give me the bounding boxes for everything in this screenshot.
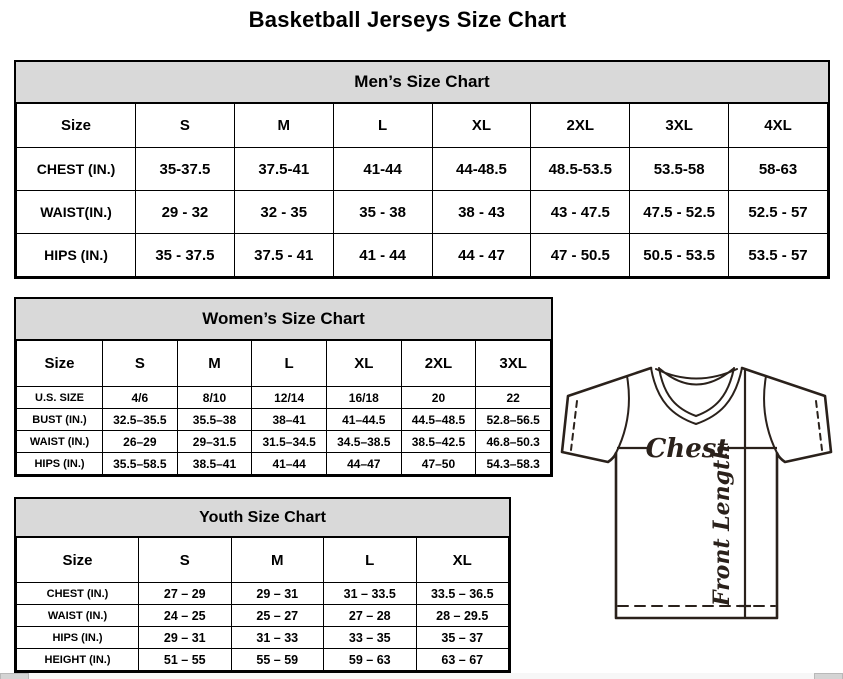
size-value-cell: 24 – 25 (139, 605, 232, 627)
size-value-cell: 52.8–56.5 (476, 409, 551, 431)
row-label: BUST (IN.) (17, 409, 103, 431)
size-value-cell: 53.5-58 (630, 148, 729, 191)
scrollbar-right-button[interactable] (814, 673, 843, 679)
size-value-cell: 52.5 - 57 (729, 191, 828, 234)
size-value-cell: 4/6 (103, 387, 178, 409)
size-value-cell: 16/18 (326, 387, 401, 409)
column-header: Size (17, 104, 136, 148)
row-label: U.S. SIZE (17, 387, 103, 409)
youth-size-table (16, 537, 509, 671)
jersey-right-armhole-seam (764, 376, 777, 453)
size-value-cell: 35.5–58.5 (103, 453, 178, 475)
size-value-cell: 41 - 44 (333, 234, 432, 277)
size-value-cell: 44.5–48.5 (401, 409, 476, 431)
table-row (17, 148, 828, 191)
size-value-cell: 29 – 31 (231, 583, 324, 605)
column-header: Size (17, 538, 139, 583)
size-value-cell: 59 – 63 (324, 649, 417, 671)
size-value-cell: 51 – 55 (139, 649, 232, 671)
column-header: 2XL (401, 341, 476, 387)
table-row (17, 409, 551, 431)
jersey-left-cuff-stitch (571, 401, 577, 450)
horizontal-scrollbar-track[interactable] (0, 673, 843, 679)
size-value-cell: 8/10 (177, 387, 252, 409)
size-value-cell: 38.5–41 (177, 453, 252, 475)
table-row (17, 453, 551, 475)
table-row (17, 583, 509, 605)
womens-size-table (16, 340, 551, 475)
womens-size-chart (14, 297, 553, 477)
column-header: M (231, 538, 324, 583)
column-header: Size (17, 341, 103, 387)
size-value-cell: 35 – 37 (416, 627, 509, 649)
row-label: HIPS (IN.) (17, 627, 139, 649)
youth-size-chart (14, 497, 511, 673)
size-value-cell: 35 - 37.5 (136, 234, 235, 277)
row-label: CHEST (IN.) (17, 148, 136, 191)
size-value-cell: 47.5 - 52.5 (630, 191, 729, 234)
jersey-collar-back-arc1 (656, 369, 737, 379)
size-value-cell: 33.5 – 36.5 (416, 583, 509, 605)
column-header: S (103, 341, 178, 387)
size-value-cell: 25 – 27 (231, 605, 324, 627)
womens-size-chart-title: Women’s Size Chart (16, 299, 551, 340)
jersey-left-armhole-seam (616, 376, 629, 453)
size-value-cell: 44 - 47 (432, 234, 531, 277)
size-value-cell: 37.5 - 41 (234, 234, 333, 277)
mens-size-table (16, 103, 828, 277)
page-title: Basketball Jerseys Size Chart (248, 7, 567, 32)
size-value-cell: 38 - 43 (432, 191, 531, 234)
size-value-cell: 34.5–38.5 (326, 431, 401, 453)
mens-size-chart-title: Men’s Size Chart (16, 62, 828, 103)
size-value-cell: 50.5 - 53.5 (630, 234, 729, 277)
size-value-cell: 47–50 (401, 453, 476, 475)
column-header: 3XL (476, 341, 551, 387)
header-row (17, 104, 828, 148)
column-header: XL (432, 104, 531, 148)
header-row (17, 538, 509, 583)
jersey-right-cuff-stitch (816, 401, 822, 450)
size-value-cell: 29–31.5 (177, 431, 252, 453)
column-header: S (139, 538, 232, 583)
size-value-cell: 43 - 47.5 (531, 191, 630, 234)
size-value-cell: 37.5-41 (234, 148, 333, 191)
size-value-cell: 31 – 33 (231, 627, 324, 649)
size-value-cell: 47 - 50.5 (531, 234, 630, 277)
size-value-cell: 35 - 38 (333, 191, 432, 234)
column-header: L (252, 341, 327, 387)
chest-label: Chest (645, 434, 729, 464)
size-value-cell: 46.8–50.3 (476, 431, 551, 453)
row-label: WAIST (IN.) (17, 605, 139, 627)
row-label: HIPS (IN.) (17, 453, 103, 475)
table-row (17, 627, 509, 649)
size-value-cell: 32 - 35 (234, 191, 333, 234)
size-value-cell: 55 – 59 (231, 649, 324, 671)
youth-size-chart-title: Youth Size Chart (16, 499, 509, 537)
size-value-cell: 35-37.5 (136, 148, 235, 191)
column-header: M (234, 104, 333, 148)
mens-size-chart (14, 60, 830, 279)
column-header: L (333, 104, 432, 148)
size-value-cell: 20 (401, 387, 476, 409)
row-label: HIPS (IN.) (17, 234, 136, 277)
jersey-measurement-diagram (555, 362, 833, 628)
size-value-cell: 35.5–38 (177, 409, 252, 431)
header-row (17, 341, 551, 387)
column-header: 4XL (729, 104, 828, 148)
table-row (17, 387, 551, 409)
size-value-cell: 29 - 32 (136, 191, 235, 234)
size-value-cell: 41–44.5 (326, 409, 401, 431)
size-value-cell: 31 – 33.5 (324, 583, 417, 605)
size-value-cell: 44–47 (326, 453, 401, 475)
size-value-cell: 28 – 29.5 (416, 605, 509, 627)
table-row (17, 191, 828, 234)
jersey-collar-back-arc2 (660, 369, 733, 385)
size-value-cell: 27 – 29 (139, 583, 232, 605)
size-value-cell: 22 (476, 387, 551, 409)
column-header: S (136, 104, 235, 148)
size-value-cell: 53.5 - 57 (729, 234, 828, 277)
size-value-cell: 54.3–58.3 (476, 453, 551, 475)
jersey-outline (562, 368, 831, 618)
size-value-cell: 26–29 (103, 431, 178, 453)
size-value-cell: 48.5-53.5 (531, 148, 630, 191)
row-label: CHEST (IN.) (17, 583, 139, 605)
size-value-cell: 27 – 28 (324, 605, 417, 627)
column-header: 2XL (531, 104, 630, 148)
column-header: L (324, 538, 417, 583)
size-value-cell: 12/14 (252, 387, 327, 409)
size-value-cell: 38–41 (252, 409, 327, 431)
column-header: 3XL (630, 104, 729, 148)
size-value-cell: 29 – 31 (139, 627, 232, 649)
table-row (17, 431, 551, 453)
size-value-cell: 58-63 (729, 148, 828, 191)
column-header: XL (326, 341, 401, 387)
size-value-cell: 33 – 35 (324, 627, 417, 649)
column-header: XL (416, 538, 509, 583)
column-header: M (177, 341, 252, 387)
table-row (17, 234, 828, 277)
size-value-cell: 38.5–42.5 (401, 431, 476, 453)
table-row (17, 649, 509, 671)
scrollbar-left-button[interactable] (0, 673, 29, 679)
size-value-cell: 41–44 (252, 453, 327, 475)
row-label: WAIST (IN.) (17, 431, 103, 453)
front-length-label: Front Length (709, 443, 735, 607)
row-label: HEIGHT (IN.) (17, 649, 139, 671)
table-row (17, 605, 509, 627)
size-value-cell: 41-44 (333, 148, 432, 191)
size-value-cell: 44-48.5 (432, 148, 531, 191)
size-value-cell: 63 – 67 (416, 649, 509, 671)
row-label: WAIST(IN.) (17, 191, 136, 234)
size-value-cell: 32.5–35.5 (103, 409, 178, 431)
size-value-cell: 31.5–34.5 (252, 431, 327, 453)
